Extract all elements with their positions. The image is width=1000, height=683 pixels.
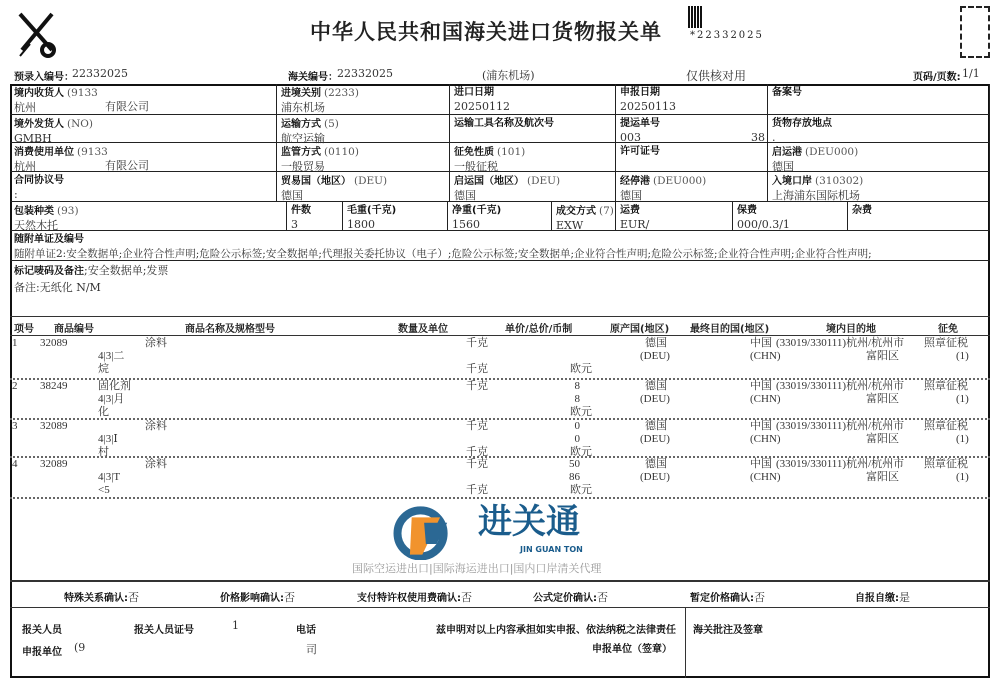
confirm-item — [64, 589, 139, 605]
item-number: 1 — [12, 337, 18, 349]
qr-code-icon — [960, 6, 990, 58]
deal-mode-label — [556, 204, 614, 219]
consignee-label — [14, 86, 272, 101]
remarks-value: 备注:无纸化 N/M — [14, 281, 101, 294]
contract-value: : — [14, 188, 18, 201]
net-weight-value: 1560 — [452, 218, 480, 231]
item-levy: 照章征税 — [924, 420, 968, 432]
consumer-label-text: 消费使用单位 — [14, 147, 74, 158]
confirm-item — [357, 589, 472, 605]
item-domestic-district: 富阳区 — [866, 350, 899, 362]
check-only-label: 仅供核对用 — [686, 69, 747, 83]
item-hs-code: 38249 — [40, 380, 68, 392]
field-transit-port — [616, 172, 768, 202]
confirm-item — [690, 589, 765, 605]
items-header-col: 单价/总价/币制 — [505, 324, 573, 335]
field-consumer — [10, 143, 277, 172]
items-header-col: 商品名称及规格型号 — [185, 324, 275, 335]
net-weight-label-text: 净重(千克) — [452, 205, 502, 216]
transport-mode-label — [281, 117, 445, 132]
package-type-label — [14, 204, 282, 219]
item-levy: 照章征税 — [924, 458, 968, 470]
watermark-brand: 进关通 — [478, 502, 580, 542]
transport-mode-label-text: 运输方式 — [281, 119, 321, 130]
misc-label-text: 杂费 — [852, 205, 872, 216]
footer-divider — [685, 607, 686, 678]
field-storage — [768, 115, 990, 143]
customs-number: 22332025 — [337, 67, 393, 80]
levy-nature-value: 一般征税 — [454, 160, 498, 173]
field-entry-port — [768, 172, 990, 202]
vessel-label-text: 运输工具名称及航次号 — [454, 118, 554, 129]
entry-port-value: 上海浦东国际机场 — [772, 189, 860, 202]
field-contract — [10, 172, 277, 202]
insurance-value: 000/0.3/1 — [737, 218, 790, 231]
field-import-date — [450, 84, 616, 115]
depart-port-code: (DEU000) — [805, 146, 859, 158]
marks-remarks-row — [14, 262, 168, 278]
entry-port-code: (310302) — [815, 175, 864, 187]
deal-mode-label-text: 成交方式 — [556, 206, 596, 217]
field-insurance — [733, 202, 848, 231]
field-deal-mode — [552, 202, 616, 231]
contract-label-text: 合同协议号 — [14, 175, 64, 186]
broker-id-label: 报关人员证号 — [134, 625, 194, 636]
item-spec-2: 烷 — [98, 363, 109, 375]
item-destination: 中国 — [750, 337, 772, 349]
confirm-value: 否 — [284, 591, 295, 604]
item-destination: 中国 — [750, 380, 772, 392]
item-origin-code: (DEU) — [640, 393, 670, 405]
field-vessel — [450, 115, 616, 143]
item-hs-code: 32089 — [40, 420, 68, 432]
trade-country-label — [281, 174, 445, 189]
gross-weight-label — [347, 204, 443, 218]
broker-id-value: 1 — [232, 619, 239, 632]
declarant-code: (9 — [74, 641, 86, 654]
storage-label-text: 货物存放地点 — [772, 118, 832, 129]
license-label — [620, 145, 763, 159]
depart-port-label — [772, 145, 985, 160]
watermark-brand-en: JIN GUAN TON — [520, 545, 583, 554]
item-origin: 德国 — [645, 380, 667, 392]
depart-port-label-text: 启运港 — [772, 147, 802, 158]
items-header-col: 境内目的地 — [826, 324, 876, 335]
item-unit-price: 0 — [574, 420, 580, 432]
field-gross-weight — [343, 202, 448, 231]
declare-date-label — [620, 86, 763, 100]
transit-port-label-text: 经停港 — [620, 176, 650, 187]
item-destination: 中国 — [750, 420, 772, 432]
item-total-price: 8 — [574, 393, 580, 405]
item-number: 2 — [12, 380, 18, 392]
item-spec: 4|3|二 — [98, 350, 125, 362]
item-qty-unit-2: 千克 — [466, 363, 488, 375]
field-record-no — [768, 84, 990, 115]
confirm-value: 否 — [461, 591, 472, 604]
depart-country-value: 德国 — [454, 189, 476, 202]
deal-mode-value: EXW — [556, 219, 584, 232]
entry-port-label-text: 入境口岸 — [772, 176, 812, 187]
item-levy: 照章征税 — [924, 380, 968, 392]
item-spec: 4|3|月 — [98, 393, 125, 405]
pre-entry-label: 预录入编号： — [14, 72, 74, 83]
item-origin: 德国 — [645, 420, 667, 432]
item-origin-code: (DEU) — [640, 471, 670, 483]
page-number: 1/1 — [962, 67, 980, 80]
item-domestic-district: 富阳区 — [866, 393, 899, 405]
field-consignee — [10, 84, 277, 115]
confirm-label: 自报自缴: — [855, 593, 899, 604]
item-spec: 4|3|Ⅰ — [98, 433, 118, 445]
pre-entry-number: 22332025 — [72, 67, 128, 80]
item-name: 固化剂 — [98, 380, 131, 392]
item-qty-unit-2: 千克 — [466, 446, 488, 458]
item-destination: 中国 — [750, 458, 772, 470]
consignee-label-text: 境内收货人 — [14, 88, 64, 99]
item-qty-unit: 千克 — [466, 380, 488, 392]
consignor-label-text: 境外发货人 — [14, 119, 64, 130]
item-spec-2: <5 — [98, 484, 110, 496]
item-domestic-destination: (33019/330111)杭州/杭州市 — [776, 380, 905, 392]
item-hs-code: 32089 — [40, 337, 68, 349]
item-domestic-destination: (33019/330111)杭州/杭州市 — [776, 420, 905, 432]
field-transport-mode — [277, 115, 450, 143]
levy-nature-label-text: 征免性质 — [454, 147, 494, 158]
package-type-code: (93) — [57, 205, 79, 217]
port-name: (浦东机场) — [482, 69, 535, 82]
item-total-price: 86 — [569, 471, 580, 483]
consignee-code: (9133 — [67, 87, 98, 99]
entry-customs-code: (2233) — [324, 87, 359, 99]
items-header-col: 项号 — [14, 324, 34, 335]
watermark-slogan: 国际空运进出口|国际海运进出口|国内口岸清关代理 — [352, 562, 602, 575]
items-header-col: 原产国(地区) — [610, 324, 670, 335]
entry-customs-label-text: 进境关别 — [281, 88, 321, 99]
item-spec: 4|3|T — [98, 471, 121, 483]
storage-label — [772, 117, 985, 131]
item-destination-code: (CHN) — [750, 471, 781, 483]
confirm-value: 否 — [754, 591, 765, 604]
confirm-label: 公式定价确认: — [533, 593, 597, 604]
consumer-label — [14, 145, 272, 160]
consignor-label — [14, 117, 272, 132]
consignor-value: GMBH — [14, 132, 52, 145]
item-levy-code: (1) — [956, 393, 969, 405]
freight-label — [620, 204, 728, 218]
item-number: 4 — [12, 458, 18, 470]
bill-no-label — [620, 117, 763, 131]
freight-label-text: 运费 — [620, 205, 640, 216]
field-misc — [848, 202, 990, 231]
declarant-tail: 司 — [306, 643, 317, 656]
pieces-value: 3 — [291, 218, 298, 231]
seal-label: 申报单位（签章） — [592, 644, 672, 655]
item-divider — [10, 497, 990, 499]
transport-mode-value: 航空运输 — [281, 132, 325, 145]
item-levy-code: (1) — [956, 433, 969, 445]
field-depart-port — [768, 143, 990, 172]
transport-mode-code: (5) — [324, 118, 339, 130]
item-levy: 照章征税 — [924, 337, 968, 349]
trade-country-value: 德国 — [281, 189, 303, 202]
confirm-value: 是 — [899, 591, 910, 604]
page-label: 页码/页数: — [913, 72, 961, 83]
item-currency: 欧元 — [570, 406, 592, 418]
attached-docs-cell — [10, 231, 990, 261]
gross-weight-label-text: 毛重(千克) — [347, 205, 397, 216]
depart-country-label — [454, 174, 611, 189]
customs-emblem-icon — [12, 6, 62, 61]
item-currency: 欧元 — [570, 363, 592, 375]
customs-no-label: 海关编号： — [288, 72, 338, 83]
supervision-label-text: 监管方式 — [281, 147, 321, 158]
item-unit-price: 50 — [569, 458, 580, 470]
item-destination-code: (CHN) — [750, 433, 781, 445]
item-domestic-district: 富阳区 — [866, 471, 899, 483]
confirm-label: 特殊关系确认: — [64, 593, 128, 604]
pieces-label — [291, 204, 338, 218]
consignee-value: 杭州 — [14, 101, 36, 114]
item-qty-unit-2: 千克 — [466, 484, 488, 496]
confirm-label: 价格影响确认: — [220, 593, 284, 604]
transit-port-code: (DEU000) — [653, 175, 707, 187]
barcode-text: *22332025 — [690, 30, 764, 41]
field-levy-nature — [450, 143, 616, 172]
license-label-text: 许可证号 — [620, 146, 660, 157]
entry-customs-label — [281, 86, 445, 101]
trade-country-label-text: 贸易国（地区） — [281, 176, 351, 187]
item-hs-code: 32089 — [40, 458, 68, 470]
items-header-col: 征免 — [938, 324, 958, 335]
depart-port-value: 德国 — [772, 160, 794, 173]
depart-country-code: (DEU) — [527, 175, 561, 187]
item-qty-unit: 千克 — [466, 337, 488, 349]
bill-no-value: 003 — [620, 131, 641, 144]
item-levy-code: (1) — [956, 350, 969, 362]
watermark-logo — [385, 505, 465, 563]
items-header-col: 商品编号 — [54, 324, 94, 335]
declaration-statement: 兹申明对以上内容承担如实申报、依法纳税之法律责任 — [436, 625, 676, 636]
attached-docs-value: 随附单证2:安全数据单;企业符合性声明;危险公示标签;安全数据单;代理报关委托协议（电子）;危险公示标签;安全数据单;企业符合性声明;危险公示标签;企业符合性声明;企业符合性声明; — [14, 248, 872, 260]
import-date-label-text: 进口日期 — [454, 87, 494, 98]
confirm-label: 暂定价格确认: — [690, 593, 754, 604]
consumer-code: (9133 — [77, 146, 108, 158]
item-domestic-destination: (33019/330111)杭州/杭州市 — [776, 458, 905, 470]
import-date-label — [454, 86, 611, 100]
consignor-code: (NO) — [67, 118, 93, 130]
confirm-value: 否 — [128, 591, 139, 604]
field-depart-country — [450, 172, 616, 202]
confirm-item — [855, 589, 910, 605]
record-no-label-text: 备案号 — [772, 87, 802, 98]
record-no-label — [772, 86, 985, 100]
field-consignor — [10, 115, 277, 143]
field-trade-country — [277, 172, 450, 202]
customs-note-label: 海关批注及签章 — [693, 625, 763, 636]
levy-nature-label — [454, 145, 611, 160]
storage-value: . — [772, 131, 776, 144]
item-name: 涂料 — [145, 458, 167, 470]
transit-port-value: 德国 — [620, 189, 642, 202]
item-spec-2: 村 — [98, 446, 109, 458]
item-spec-2: 化 — [98, 406, 109, 418]
field-pieces — [287, 202, 343, 231]
field-bill-no — [616, 115, 768, 143]
entry-customs-value: 浦东机场 — [281, 101, 325, 114]
confirm-item — [533, 589, 608, 605]
vessel-label — [454, 117, 611, 131]
freight-value: EUR/ — [620, 218, 650, 231]
declare-date-label-text: 申报日期 — [620, 87, 660, 98]
item-origin: 德国 — [645, 458, 667, 470]
item-origin-code: (DEU) — [640, 350, 670, 362]
item-currency: 欧元 — [570, 446, 592, 458]
transit-port-label — [620, 174, 763, 189]
bill-no-label-text: 提运单号 — [620, 118, 660, 129]
levy-nature-code: (101) — [497, 146, 526, 158]
entry-port-label — [772, 174, 985, 189]
item-levy-code: (1) — [956, 471, 969, 483]
jgt-logo-icon — [385, 505, 465, 560]
field-net-weight — [448, 202, 552, 231]
barcode — [688, 6, 702, 28]
trade-country-code: (DEU) — [354, 175, 388, 187]
misc-label — [852, 204, 985, 218]
gross-weight-value: 1800 — [347, 218, 375, 231]
item-destination-code: (CHN) — [750, 350, 781, 362]
item-domestic-destination: (33019/330111)杭州/杭州市 — [776, 337, 905, 349]
item-number: 3 — [12, 420, 18, 432]
package-type-label-text: 包装种类 — [14, 206, 54, 217]
attached-docs-continued: ;安全数据单;发票 — [84, 264, 169, 277]
confirm-label: 支付特许权使用费确认: — [357, 593, 461, 604]
net-weight-label — [452, 204, 547, 218]
item-total-price: 0 — [574, 433, 580, 445]
import-date-value: 20250112 — [454, 100, 510, 113]
item-name: 涂料 — [145, 337, 167, 349]
item-domestic-district: 富阳区 — [866, 433, 899, 445]
supervision-code: (0110) — [324, 146, 359, 158]
broker-label: 报关人员 — [22, 625, 62, 636]
attached-docs-label: 随附单证及编号 — [14, 234, 84, 245]
pieces-label-text: 件数 — [291, 205, 311, 216]
item-origin: 德国 — [645, 337, 667, 349]
bill-no-value-2: 38 — [751, 131, 765, 144]
depart-country-label-text: 启运国（地区） — [454, 176, 524, 187]
deal-mode-code: (7) — [599, 205, 614, 217]
item-qty-unit: 千克 — [466, 420, 488, 432]
field-license — [616, 143, 768, 172]
contract-label — [14, 174, 272, 188]
marks-remarks-label: 标记唛码及备注 — [14, 266, 84, 277]
field-package-type — [10, 202, 287, 231]
consumer-value: 杭州 — [14, 160, 36, 173]
item-destination-code: (CHN) — [750, 393, 781, 405]
field-declare-date — [616, 84, 768, 115]
confirm-value: 否 — [597, 591, 608, 604]
consignee-value-2: 有限公司 — [105, 100, 149, 113]
field-freight — [616, 202, 733, 231]
item-name: 涂料 — [145, 420, 167, 432]
package-type-value: 天然木托 — [14, 219, 58, 232]
insurance-label-text: 保费 — [737, 205, 757, 216]
supervision-value: 一般贸易 — [281, 160, 325, 173]
field-supervision — [277, 143, 450, 172]
page-title: 中华人民共和国海关进口货物报关单 — [310, 20, 662, 44]
confirm-item — [220, 589, 295, 605]
consumer-value-2: 有限公司 — [105, 159, 149, 172]
items-header-col: 数量及单位 — [398, 324, 448, 335]
supervision-label — [281, 145, 445, 160]
items-header-col: 最终目的国(地区) — [690, 324, 770, 335]
item-unit-price: 8 — [574, 380, 580, 392]
item-currency: 欧元 — [570, 484, 592, 496]
declare-date-value: 20250113 — [620, 100, 676, 113]
field-entry-customs — [277, 84, 450, 115]
declarant-label: 申报单位 — [22, 647, 62, 658]
phone-label: 电话 — [296, 625, 316, 636]
item-origin-code: (DEU) — [640, 433, 670, 445]
insurance-label — [737, 204, 843, 218]
item-qty-unit: 千克 — [466, 458, 488, 470]
